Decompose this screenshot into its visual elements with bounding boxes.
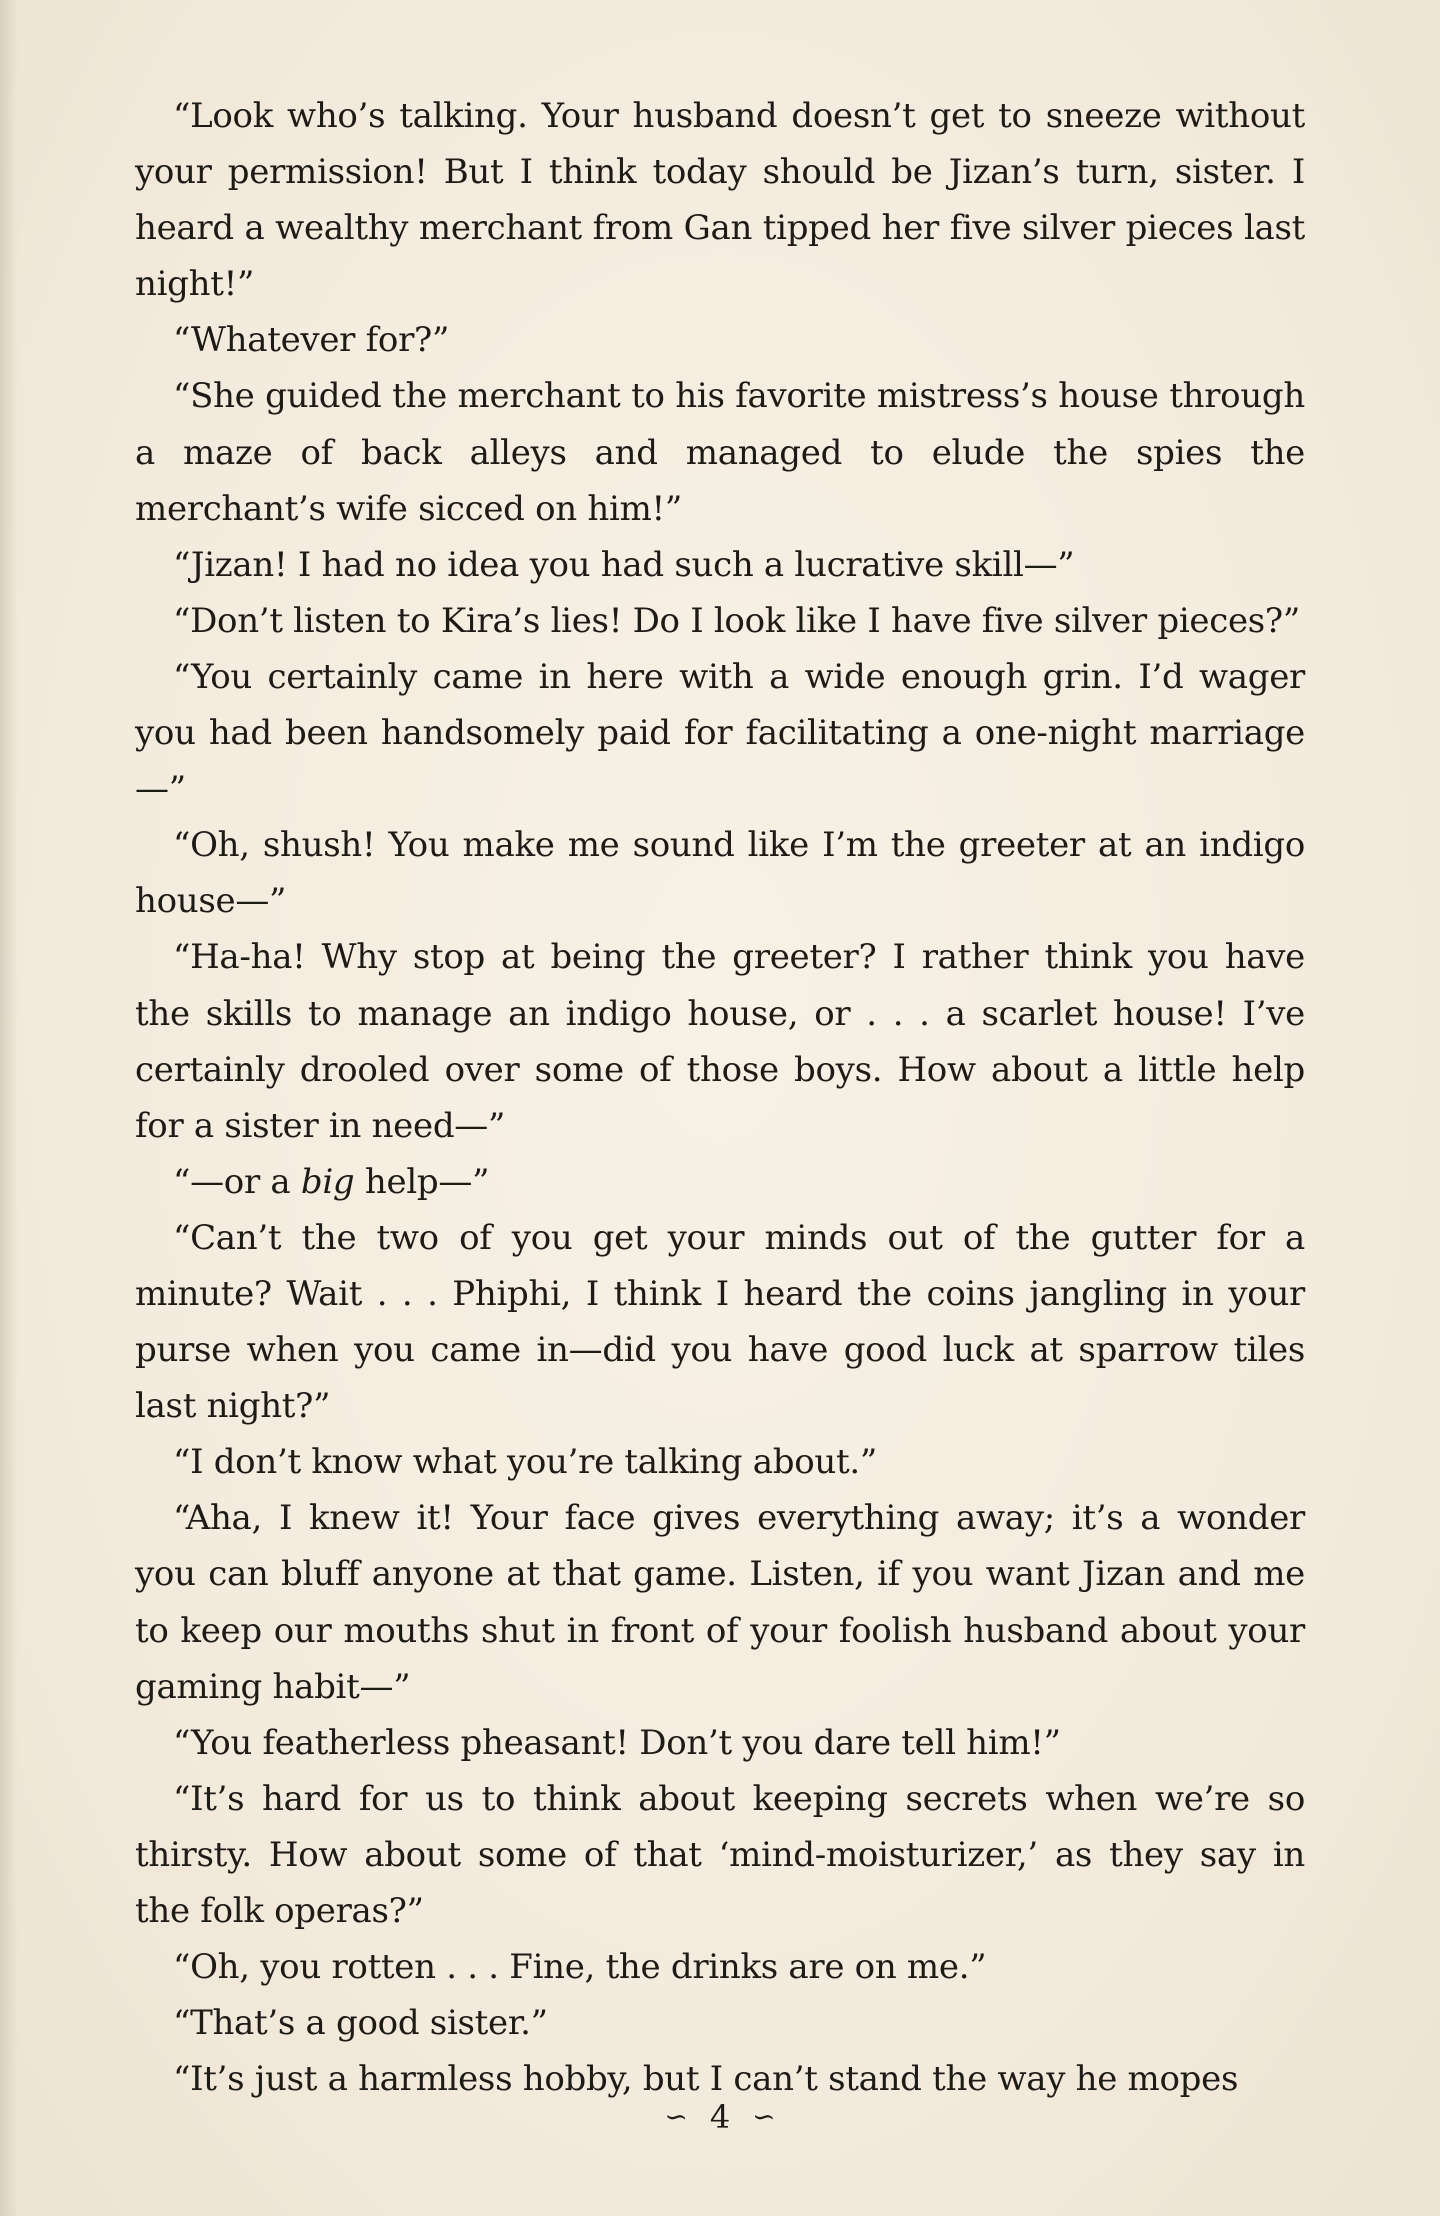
paragraph-11: “Aha, I knew it! Your face gives everything away; it’s a wonder you can bluff anyone at that game. Listen, if you want Jizan and me to keep our mouths shut in front of your foolish husband about your gaming habit—” [135,1498,1305,1707]
paragraph-1: “Look who’s talking. Your husband doesn’t get to sneeze without your permission! But I think today should be Jizan’s turn, sister. I heard a wealthy merchant from Gan tipped her five silver pieces last night!” [135,96,1305,305]
paragraph-8: “Ha-ha! Why stop at being the greeter? I rather think you have the skills to manage an indigo house, or . . . a scarlet house! I’ve certainly drooled over some of those boys. How about a little help for a sister in need—” [135,937,1305,1146]
big-help-before: “—or a [173,1161,301,1202]
big-help-after: help—” [354,1161,490,1202]
big-help-italic: big [300,1161,355,1202]
paragraph-10: “I don’t know what you’re talking about.” [173,1442,877,1483]
paragraph-7: “Oh, shush! You make me sound like I’m the greeter at an indigo house—” [135,825,1305,922]
page-footer [0,2098,1440,2136]
paragraph-big-help [135,1154,1305,1210]
paragraph-9: “Can’t the two of you get your minds out of the gutter for a minute? Wait . . . Phiphi, I think I heard the coins jangling in your purse when you came in—did you have good luck at sparrow tiles last night?” [135,1217,1305,1427]
ornament-left-icon: ∽ [664,2100,688,2133]
paragraph-5: “Don’t listen to Kira’s lies! Do I look like I have five silver pieces?” [173,600,1300,641]
paragraph-2: “Whatever for?” [173,320,450,361]
paragraph-16: “It’s just a harmless hobby, but I can’t stand the way he mopes [173,2059,1239,2100]
paragraph-14: “Oh, you rotten . . . Fine, the drinks are on me.” [173,1947,987,1988]
paragraph-15: “That’s a good sister.” [173,2003,548,2044]
ornament-right-icon: ∽ [752,2100,776,2133]
body-text [135,88,1305,2107]
paragraph-12: “You featherless pheasant! Don’t you dare tell him!” [173,1722,1061,1763]
paragraph-4: “Jizan! I had no idea you had such a lucrative skill—” [173,544,1075,585]
spine-shadow [0,0,18,2216]
paragraph-6: “You certainly came in here with a wide enough grin. I’d wager you had been handsomely paid for facilitating a one-night marriage—” [135,656,1305,810]
paragraph-3: “She guided the merchant to his favorite mistress’s house through a maze of back alleys and managed to elude the spies the merchant’s wife sicced on him!” [135,376,1305,529]
page-number: 4 [709,2098,731,2136]
paragraph-13: “It’s hard for us to think about keeping secrets when we’re so thirsty. How about some of that ‘mind-moisturizer,’ as they say in the folk operas?” [135,1778,1305,1931]
